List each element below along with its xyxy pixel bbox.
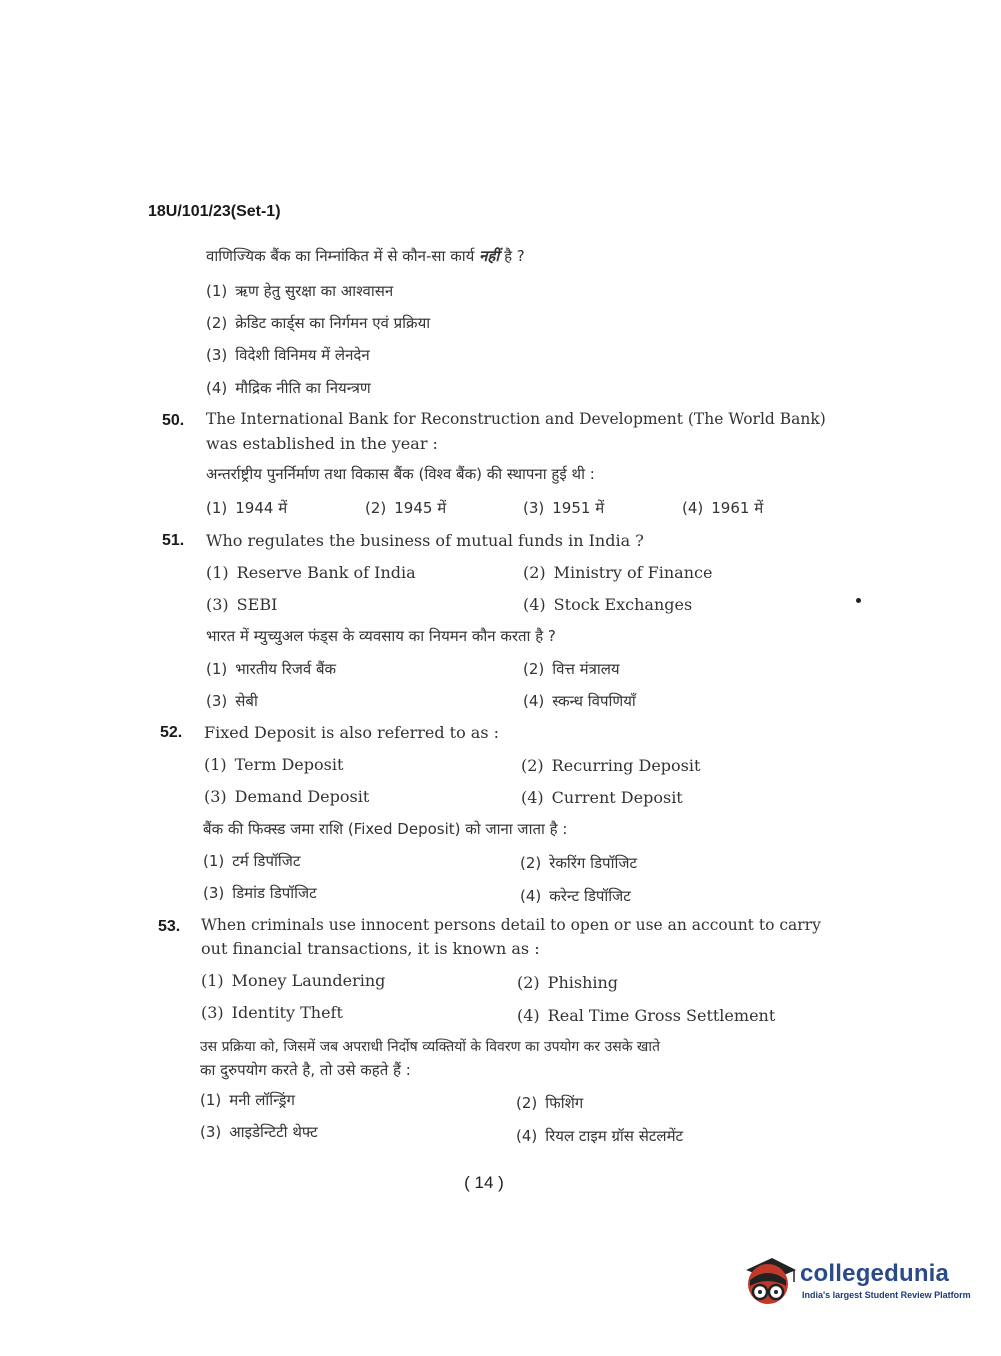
q51-option-hi: (3) सेबी	[206, 692, 258, 710]
q53-option-hi: (1) मनी लॉन्ड्रिंग	[200, 1091, 295, 1109]
q50-question-line2: was established in the year :	[206, 434, 438, 453]
q53-option-en: (2) Phishing	[517, 973, 619, 992]
q50-option: (2) 1945 में	[365, 499, 447, 517]
q49-option-hi: (2) क्रेडिट कार्ड्स का निर्गमन एवं प्रक्रिया	[206, 314, 431, 332]
q51-question-hi: भारत में म्युच्युअल फंड्स के व्यवसाय का नियमन कौन करता है ?	[206, 627, 556, 645]
q49-question-post: है ?	[504, 247, 525, 265]
q50-option: (1) 1944 में	[206, 499, 288, 517]
q52-option-en: (3) Demand Deposit	[204, 787, 370, 806]
q51-option-en: (2) Ministry of Finance	[523, 563, 713, 582]
q53-option-hi: (2) फिशिंग	[516, 1094, 584, 1112]
q52-option-hi: (3) डिमांड डिपॉजिट	[203, 884, 317, 902]
q49-question-pre: वाणिज्यिक बैंक का निम्नांकित में से कौन-सा कार्य	[206, 247, 475, 265]
q50-option: (3) 1951 में	[523, 499, 605, 517]
q52-number: 52.	[160, 724, 183, 741]
q53-question-hi-line2: का दुरुपयोग करते है, तो उसे कहते हैं :	[200, 1061, 411, 1079]
paper-code: 18U/101/23(Set-1)	[148, 203, 281, 220]
q51-number: 51.	[162, 532, 185, 549]
q53-question-line2: out financial transactions, it is known as :	[201, 939, 540, 958]
q50-question-hi: अन्तर्राष्ट्रीय पुनर्निर्माण तथा विकास बैंक (विश्व बैंक) की स्थापना हुई थी :	[206, 465, 595, 483]
page-number: ( 14 )	[464, 1173, 504, 1192]
q49-option-hi: (1) ऋण हेतु सुरक्षा का आश्वासन	[206, 282, 394, 300]
q50-option: (4) 1961 में	[682, 499, 764, 517]
q52-option-en: (2) Recurring Deposit	[521, 756, 701, 775]
brand-tagline: India's largest Student Review Platform	[802, 1290, 971, 1300]
q52-option-en: (4) Current Deposit	[521, 788, 683, 807]
q53-question-line1: When criminals use innocent persons detail to open or use an account to carry	[201, 916, 821, 934]
q53-option-en: (4) Real Time Gross Settlement	[517, 1006, 776, 1025]
q50-number: 50.	[162, 412, 185, 429]
mascot-icon	[742, 1252, 798, 1312]
stray-mark	[856, 598, 861, 603]
q50-question-line1: The International Bank for Reconstruction and Development (The World Bank)	[206, 410, 826, 428]
q53-number: 53.	[158, 918, 181, 935]
q52-question-en: Fixed Deposit is also referred to as :	[204, 723, 500, 742]
q52-option-hi: (4) करेन्ट डिपॉजिट	[520, 887, 631, 905]
q52-question-hi: बैंक की फिक्स्ड जमा राशि (Fixed Deposit) को जाना जाता है :	[203, 820, 568, 838]
q52-option-hi: (2) रेकरिंग डिपॉजिट	[520, 854, 638, 872]
q52-option-hi: (1) टर्म डिपॉजिट	[203, 852, 301, 870]
q51-option-en: (3) SEBI	[206, 595, 278, 614]
q52-option-en: (1) Term Deposit	[204, 755, 344, 774]
q51-option-hi: (4) स्कन्ध विपणियाँ	[523, 692, 636, 710]
q49-question-emphasis: नहीं	[479, 247, 500, 265]
q53-question-hi-line1: उस प्रक्रिया को, जिसमें जब अपराधी निर्दोष व्यक्तियों के विवरण का उपयोग कर उसके खाते	[200, 1039, 660, 1055]
brand-name: collegedunia	[800, 1260, 950, 1287]
q51-option-hi: (2) वित्त मंत्रालय	[523, 660, 620, 678]
q53-option-hi: (3) आइडेन्टिटी थेफ्ट	[200, 1123, 318, 1141]
q49-option-hi: (3) विदेशी विनिमय में लेनदेन	[206, 346, 370, 364]
q53-option-en: (1) Money Laundering	[201, 971, 386, 990]
q51-option-hi: (1) भारतीय रिजर्व बैंक	[206, 660, 337, 678]
q51-option-en: (1) Reserve Bank of India	[206, 563, 416, 582]
q53-option-en: (3) Identity Theft	[201, 1003, 343, 1022]
q49-question-hi	[206, 246, 525, 266]
q49-option-hi: (4) मौद्रिक नीति का नियन्त्रण	[206, 379, 371, 397]
q51-option-en: (4) Stock Exchanges	[523, 595, 693, 614]
collegedunia-logo	[742, 1252, 972, 1312]
q53-option-hi: (4) रियल टाइम ग्रॉस सेटलमेंट	[516, 1127, 684, 1145]
q51-question-en: Who regulates the business of mutual funds in India ?	[206, 531, 644, 550]
